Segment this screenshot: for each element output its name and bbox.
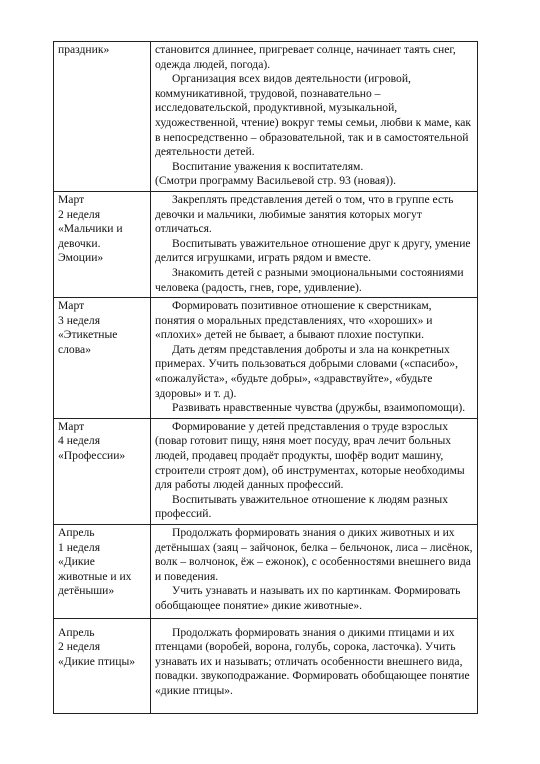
- period-cell: [54, 42, 151, 192]
- period-line: слова»: [58, 342, 91, 356]
- period-line: «Этикетные: [58, 328, 118, 342]
- content-cell: [151, 618, 478, 713]
- period-cell: [54, 418, 151, 524]
- table-row: [54, 418, 478, 524]
- period-line: Март: [58, 192, 85, 206]
- period-line: 2 неделя: [58, 207, 101, 221]
- content-paragraph: (Смотри программу Васильевой стр. 93 (новая)).: [155, 174, 397, 188]
- period-line: девочки.: [58, 236, 101, 250]
- content-paragraph: Учить узнавать и называть их по картинкам. Формировать обобщающее понятие» дикие животные».: [155, 584, 461, 612]
- period-line: «Мальчики и: [58, 222, 123, 236]
- period-line: Март: [58, 419, 85, 433]
- period-cell: [54, 525, 151, 619]
- period-cell: [54, 618, 151, 713]
- period-cell: [54, 298, 151, 419]
- content-paragraph: становится длиннее, пригревает солнце, начинает таять снег, одежда людей, погода).: [155, 43, 456, 71]
- period-line: 3 неделя: [58, 313, 101, 327]
- period-line: Апрель: [58, 526, 95, 539]
- content-paragraph: Воспитывать уважительное отношение к людям разных профессий.: [155, 492, 449, 521]
- table-row: [54, 618, 478, 713]
- table-row: [54, 42, 478, 192]
- period-cell: [54, 191, 151, 297]
- table-row: [54, 191, 478, 297]
- period-line: детёныши»: [58, 584, 115, 598]
- content-paragraph: Развивать нравственные чувства (дружбы, взаимопомощи).: [172, 401, 466, 415]
- table-row: [54, 525, 478, 619]
- content-cell: [151, 418, 478, 524]
- content-cell: [151, 191, 478, 297]
- content-cell: [151, 525, 478, 619]
- content-paragraph: Дать детям представления доброты и зла на конкретных примерах. Учить пользоваться добрыми словами («спасибо», «пожалуйста», «будьте добры», «здравствуйте», «будьте здоровы» и т. д).: [155, 342, 458, 400]
- period-line: Эмоции»: [58, 251, 104, 265]
- period-line: «Дикие: [58, 555, 95, 569]
- period-line: Март: [58, 299, 85, 313]
- content-paragraph: Формирование у детей представления о труде взрослых (повар готовит пищу, няня моет посуду, врач лечит больных людей, продавец продаёт продукты, шофёр водит машину, строители строят дом), об инструментах, которые необходимы для работы людей данных профессий.: [155, 419, 465, 492]
- content-paragraph: Знакомить детей с разными эмоциональными состояниями человека (радость, гнев, горе, удивление).: [155, 265, 464, 294]
- content-paragraph: Воспитание уважения к воспитателям.: [172, 159, 364, 173]
- content-cell: [151, 42, 478, 192]
- content-cell: [151, 298, 478, 419]
- table-row: [54, 298, 478, 419]
- period-line: 4 неделя: [58, 434, 101, 448]
- period-line: праздник»: [58, 43, 110, 56]
- content-paragraph: Продолжать формировать знания о диких животных и их детёнышах (заяц – зайчонок, белка – бельчонок, лиса – лисёнок, волк – волчонок, ёж – ежонок), с особенностями внешнего вида и поведения.: [155, 526, 473, 583]
- period-line: «Профессии»: [58, 449, 126, 463]
- plan-table-body: [54, 42, 478, 714]
- period-line: 1 неделя: [58, 540, 101, 554]
- content-paragraph: Продолжать формировать знания о дикими птицами и их птенцами (воробей, ворона, голубь, сорока, ласточка). Учить узнавать их и называть; отличать особенности внешнего вида, повадки. звукоподражание. Формировать обобщающее понятие «дикие птицы».: [155, 625, 470, 697]
- period-line: животные и их: [58, 569, 132, 583]
- plan-table: [53, 41, 478, 714]
- period-line: «Дикие птицы»: [58, 654, 136, 668]
- content-paragraph: Закреплять представления детей о том, что в группе есть девочки и мальчики, любимые занятия которых могут отличаться.: [155, 192, 454, 236]
- content-paragraph: Формировать позитивное отношение к сверстникам, понятия о моральных представлениях, что «хороших» и «плохих» детей не бывает, а бывают плохие поступки.: [155, 299, 433, 342]
- period-line: 2 неделя: [58, 640, 101, 654]
- period-line: Апрель: [58, 625, 95, 639]
- content-paragraph: Воспитывать уважительное отношение друг к другу, умение делится игрушками, играть рядом и вместе.: [155, 236, 471, 265]
- content-paragraph: Организация всех видов деятельности (игровой, коммуникативной, трудовой, познавательно – исследовательской, продуктивной, музыкальной, художественной, чтение) вокруг темы семьи, любви к маме, как в непосредственно – образовательной, так и в самостоятельной деятельности детей.: [155, 72, 472, 159]
- page: [53, 41, 477, 714]
